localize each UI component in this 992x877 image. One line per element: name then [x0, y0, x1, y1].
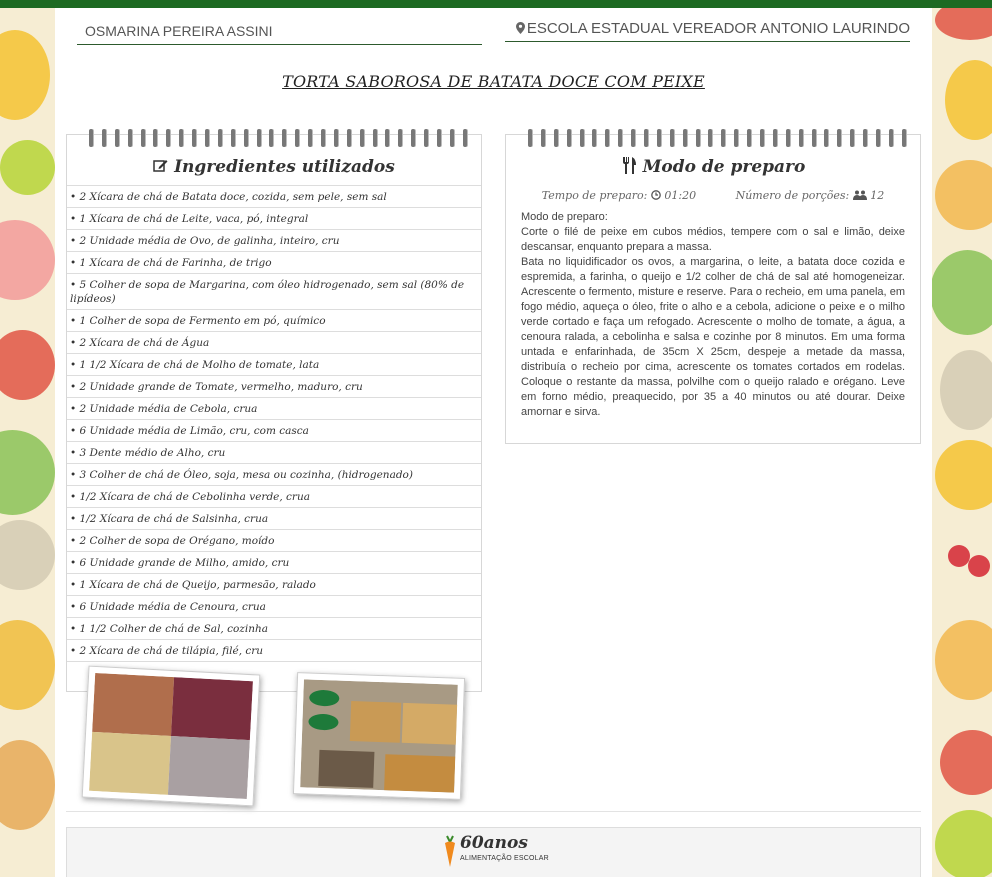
notebook-rings	[506, 129, 920, 149]
logo-subtitle: ALIMENTAÇÃO ESCOLAR	[460, 855, 549, 862]
ingredient-item: • 2 Xícara de chá de Batata doce, cozida, sem pele, sem sal	[67, 186, 481, 208]
logo-title: 60anos	[460, 833, 528, 853]
preparation-heading-text: Modo de preparo	[642, 157, 806, 177]
footer-divider	[66, 811, 921, 812]
prep-time-value: 01:20	[664, 189, 697, 202]
ingredient-item: • 3 Dente médio de Alho, cru	[67, 442, 481, 464]
recipe-page	[55, 0, 932, 877]
portions-value: 12	[870, 189, 885, 202]
ingredient-item: • 1 1/2 Colher de chá de Sal, cozinha	[67, 618, 481, 640]
prep-time-label: Tempo de preparo:	[541, 189, 648, 202]
preparation-card	[505, 134, 921, 444]
ingredient-item: • 1 Xícara de chá de Leite, vaca, pó, integral	[67, 208, 481, 230]
ingredient-item: • 5 Colher de sopa de Margarina, com óleo hidrogenado, sem sal (80% de lipídeos)	[67, 274, 481, 310]
recipe-title: TORTA SABOROSA DE BATATA DOCE COM PEIXE	[282, 72, 705, 91]
ingredient-item: • 2 Xícara de chá de tilápia, filé, cru	[67, 640, 481, 662]
edit-icon	[153, 158, 168, 173]
ingredient-item: • 3 Colher de chá de Óleo, soja, mesa ou cozinha, (hidrogenado)	[67, 464, 481, 486]
ingredient-item: • 2 Xícara de chá de Água	[67, 332, 481, 354]
ingredient-item: • 2 Unidade média de Cebola, crua	[67, 398, 481, 420]
footer	[66, 827, 921, 877]
map-marker-icon	[516, 22, 525, 34]
users-icon	[853, 190, 867, 200]
ingredient-item: • 2 Colher de sopa de Orégano, moído	[67, 530, 481, 552]
ingredient-item: • 1 Colher de sopa de Fermento em pó, químico	[67, 310, 481, 332]
clock-icon	[651, 190, 661, 200]
portions-label: Número de porções:	[735, 189, 850, 202]
recipe-photo-2[interactable]	[293, 672, 465, 800]
ingredient-item: • 1 Xícara de chá de Queijo, parmesão, ralado	[67, 574, 481, 596]
ingredient-item: • 1/2 Xícara de chá de Salsinha, crua	[67, 508, 481, 530]
ingredients-list	[67, 185, 481, 662]
preparation-heading	[506, 157, 920, 185]
ingredient-item: • 6 Unidade grande de Milho, amido, cru	[67, 552, 481, 574]
ingredient-item: • 6 Unidade média de Cenoura, crua	[67, 596, 481, 618]
cutlery-icon	[621, 157, 637, 174]
ingredient-item: • 2 Unidade grande de Tomate, vermelho, maduro, cru	[67, 376, 481, 398]
portions	[736, 189, 885, 202]
ingredient-item: • 1 1/2 Xícara de chá de Molho de tomate, lata	[67, 354, 481, 376]
ingredient-item: • 1 Xícara de chá de Farinha, de trigo	[67, 252, 481, 274]
60-anos-logo	[442, 834, 552, 870]
preparation-paragraph: Bata no liquidificador os ovos, a margarina, o leite, a batata doce cozida e espremida, a farinha, o queijo e 1/2 colher de chá de sal até homogeneizar. Acrescente o fermento, misture e reserve. Para o recheio, em uma panela, em fogo médio, aqueça o óleo, frite o alho e a cebola, adicione o peixe e o milho verde cortado e faça um refogado. Acrescente o molho de tomate, a água, a cenoura ralada, a cebolinha e salsa e cozinhe por 8 minutos. Em uma forma untada e enfarinhada, de 35cm X 25cm, despeje a metade da massa, distribuía o recheio por cima, acrescente os tomates cortados em rodelas. Coloque o restante da massa, polvilhe com o queijo ralado e orégano. Leve em forno médio, preaquecido, por 35 a 40 minutos ou até dourar. Deixe amornar e sirva.	[521, 256, 905, 418]
carrot-icon	[442, 834, 458, 868]
recipe-meta	[506, 189, 920, 202]
preparation-text	[506, 202, 920, 420]
ingredient-item: • 6 Unidade média de Limão, cru, com casca	[67, 420, 481, 442]
preparation-paragraph: Corte o filé de peixe em cubos médios, tempere com o sal e limão, deixe descansar, enquanto prepara a massa.	[521, 226, 905, 253]
recipe-photo-1[interactable]	[82, 666, 261, 807]
prep-time	[542, 189, 700, 202]
notebook-rings	[67, 129, 481, 149]
school-field	[505, 17, 910, 42]
preparation-intro: Modo de preparo:	[521, 211, 608, 223]
photo-collage-image	[89, 673, 253, 799]
top-accent-bar	[0, 0, 992, 8]
ingredients-heading-text: Ingredientes utilizados	[174, 157, 395, 177]
author-name: OSMARINA PEREIRA ASSINI	[77, 20, 482, 45]
photo-trays-image	[300, 679, 458, 792]
ingredients-card	[66, 134, 482, 692]
ingredients-heading	[67, 157, 481, 185]
ingredient-item: • 1/2 Xícara de chá de Cebolinha verde, crua	[67, 486, 481, 508]
school-name: ESCOLA ESTADUAL VEREADOR ANTONIO LAURINDO	[526, 20, 910, 37]
ingredient-item: • 2 Unidade média de Ovo, de galinha, inteiro, cru	[67, 230, 481, 252]
